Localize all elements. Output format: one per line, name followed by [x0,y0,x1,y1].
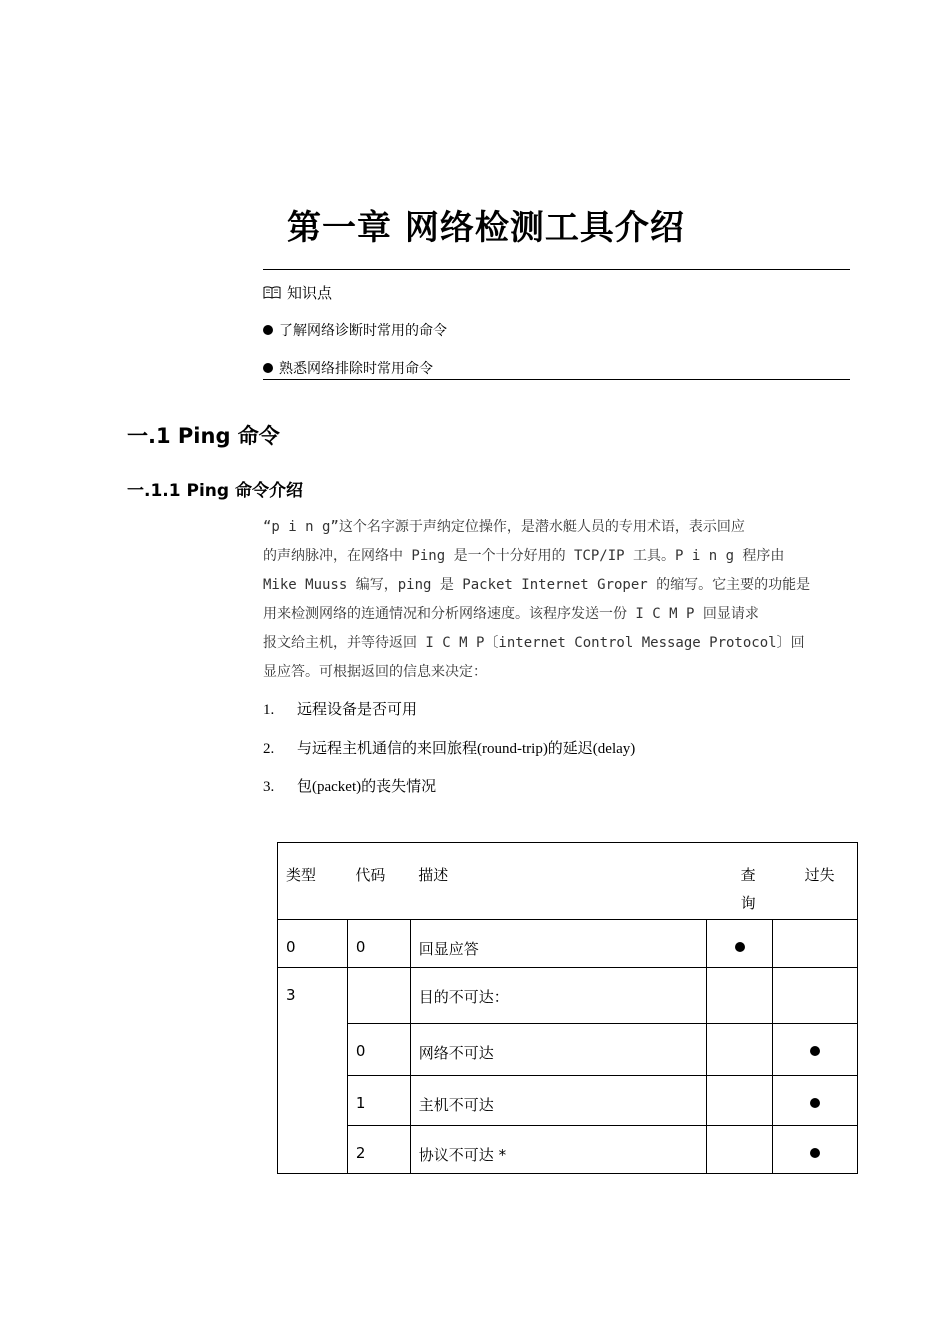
cell-desc: 协议不可达 * [410,1126,706,1174]
top-rule [263,269,850,270]
paragraph-line: “p i n g”这个名字源于声纳定位操作，是潜水艇人员的专用术语，表示回应 [263,519,745,535]
error-dot-icon [810,1098,820,1108]
cell-code: 0 [347,1024,410,1076]
cell-type: 3 [278,968,348,1174]
section-title: 一.1 Ping 命令 [127,424,280,448]
paragraph-line: 显应答。可根据返回的信息来决定： [263,664,487,680]
cell-desc: 主机不可达 [410,1076,706,1126]
cell-query [707,1126,773,1174]
cell-code: 2 [347,1126,410,1174]
paragraph-line: 用来检测网络的连通情况和分析网络速度。该程序发送一份 I C M P 回显请求 [263,606,759,622]
bottom-rule [263,379,850,380]
cell-error [773,968,858,1024]
header-error: 过失 [773,843,858,920]
header-query: 查询 [707,843,773,920]
header-code: 代码 [347,843,410,920]
cell-desc: 网络不可达 [410,1024,706,1076]
table-header-row [278,843,858,920]
cell-type: 0 [278,920,348,968]
error-dot-icon [810,1148,820,1158]
cell-query [707,920,773,968]
bullet-icon [263,363,273,373]
query-dot-icon [735,942,745,952]
bullet-icon [263,325,273,335]
cell-query [707,1024,773,1076]
list-text: 远程设备是否可用 [297,702,418,718]
icmp-table [277,842,858,1174]
cell-code: 0 [347,920,410,968]
cell-error [773,1076,858,1126]
paragraph-line: Mike Muuss 编写，ping 是 Packet Internet Groper 的缩写。它主要的功能是 [263,577,811,593]
cell-error [773,920,858,968]
cell-query [707,968,773,1024]
list-number: 2. [263,741,275,757]
cell-query [707,1076,773,1126]
list-number: 3. [263,779,275,795]
header-desc: 描述 [410,843,706,920]
cell-desc: 目的不可达： [410,968,706,1024]
table-row [278,968,858,1024]
knowledge-item [263,320,447,340]
list-item [263,698,417,719]
table-row [278,1024,858,1076]
knowledge-item-text: 熟悉网络排除时常用命令 [279,361,433,377]
list-text: 与远程主机通信的来回旅程(round-trip)的延迟(delay) [297,741,636,757]
intro-paragraph [263,513,850,687]
table-row [278,1126,858,1174]
list-text: 包(packet)的丧失情况 [297,779,437,795]
paragraph-line: 的声纳脉冲，在网络中 Ping 是一个十分好用的 TCP/IP 工具。P i n g 程序由 [263,548,785,564]
knowledge-heading-label: 知识点 [287,284,333,302]
list-item [263,737,635,758]
book-icon [263,286,281,299]
paragraph-line: 报文给主机，并等待返回 I C M P〔internet Control Message Protocol〕回 [263,635,805,651]
knowledge-heading [263,282,332,303]
subsection-title: 一.1.1 Ping 命令介绍 [127,481,303,501]
cell-code [347,968,410,1024]
list-number: 1. [263,702,275,718]
knowledge-item [263,358,433,378]
list-item [263,775,436,796]
cell-desc: 回显应答 [410,920,706,968]
knowledge-item-text: 了解网络诊断时常用的命令 [279,323,447,339]
cell-error [773,1126,858,1174]
cell-code: 1 [347,1076,410,1126]
table-row [278,920,858,968]
table-row [278,1076,858,1126]
header-type: 类型 [278,843,348,920]
chapter-title: 第一章 网络检测工具介绍 [287,208,685,248]
cell-error [773,1024,858,1076]
error-dot-icon [810,1046,820,1056]
